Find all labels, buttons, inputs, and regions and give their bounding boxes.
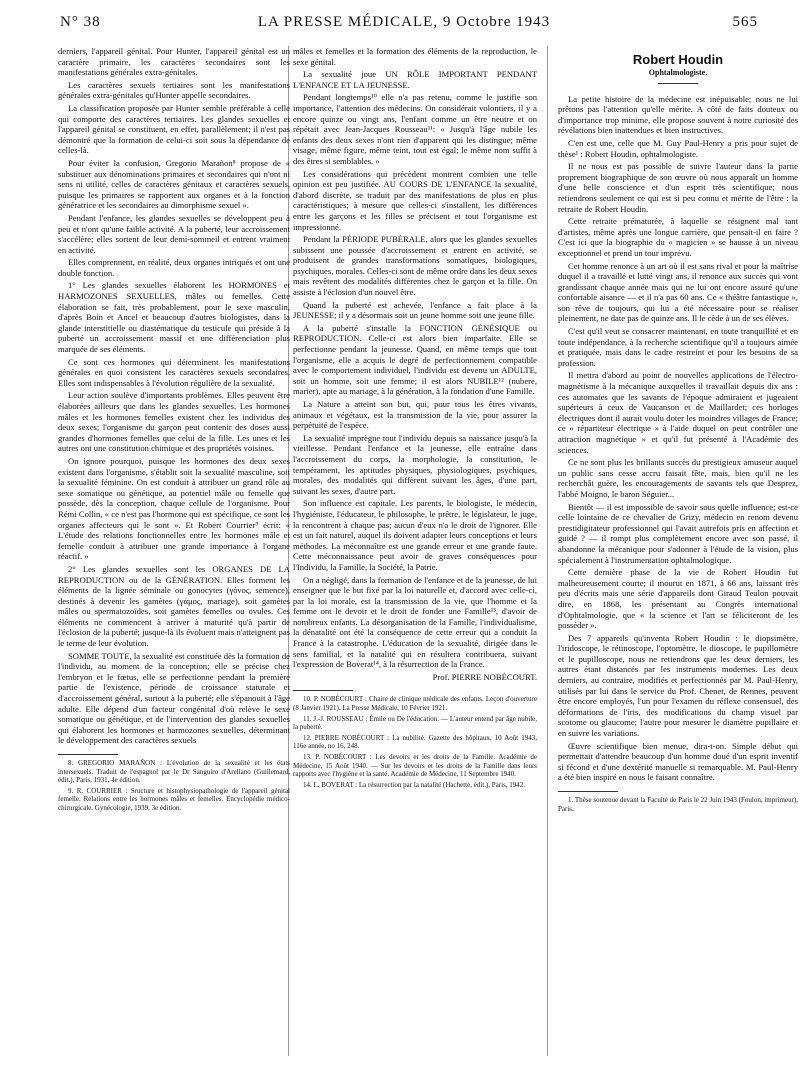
paragraph: mâles et femelles et la formation des éléments de la reproduction, le sexe génital. [293, 46, 537, 67]
paragraph: C'en est une, celle que M. Guy Paul-Henry a pris pour sujet de thèse¹ : Robert Houdin, ophtalmologiste. [558, 137, 798, 159]
paragraph: 2° Les glandes sexuelles sont les ORGANES DE LA REPRODUCTION ou de la GÉNÉRATION. Elles forment les éléments de la lignée séminale ou gonocytes (γόνος, semence), destinés à devenir les gamètes (γάμος, mariage), soit gamètes mâles ou spermatozoïdes, soit gamètes femelles ou ovules. Ces éléments ne commencent à arriver à maturité qu'à partir de l'éclosion de la puberté; jusque-là ils évoluent mais n'atteignent pas le terme de leur évolution. [58, 563, 290, 649]
paragraph: La classification proposée par Hunter semble préférable à celle qui comporte des caractères tertiaires. Les glandes sexuelles et l'appareil génital se constituent, en effet, parallèlement; il n'est pas démontré que la formation de celui-ci soit sous la dépendance de celles-là. [58, 102, 290, 156]
paragraph: Des 7 appareils qu'inventa Robert Houdin : le diopsimètre, l'iridoscope, le rétinoscope, l'optomètre, le dioscope, le pupillomètre et le pupilloscope, nous ne retiendrons que les deux derniers, les autres étant distancés par les instruments modernes. Les deux derniers, au contraire, modifiés et perfectionnés par M. Paul-Henry, utilisés par lui dans le service du Prof. Chenet, de Rennes, peuvent être encore employés, l'un pour l'examen du réflexe consensuel, des déformations de l'iris, des modifications du champ visuel par scotome ou glaucome; l'autre pour mesurer le diamètre pupillaire et en suivre les variations. [558, 632, 798, 739]
footnote-rule [558, 791, 618, 792]
footnote: 10. P. NOBÉCOURT : Chaire de clinique médicale des enfants. Leçon d'ouverture (8 Janvier 1921). La Presse Médicale, 10 Février 1921. [293, 695, 537, 713]
journal-title: LA PRESSE MÉDICALE, 9 Octobre 1943 [257, 14, 551, 30]
paragraph: On ignore pourquoi, puisque les hormones des deux sexes existent dans l'organisme, s'établit soit la sexualité masculine, soit la sexualité féminine. On est conduit à attribuer un grand rôle au sexe somatique ou génétique, au potentiel mâle ou femelle que possède, dès la conception, chaque cellule de l'organisme. Pour Rémi Collin, « ce n'est pas l'hormone qui est spécifique, ce sont les organes affecteurs qui le sont ». Et Robert Courrier⁹ écrit: « L'étude des relations fonctionnelles entre les hormones mâle et femelle conduit à attribuer une grande importance à l'organe réactif. » [58, 455, 290, 562]
page-number: 565 [732, 14, 758, 30]
paragraph: Pour éviter la confusion, Gregorio Marañon⁸ propose de « substituer aux dénominations primaires et secondaires qui n'ont ni sens ni utilité, celles de caractères génitaux et caractères sexuels, puisque les primaires se rapportent aux organes et à la fonction génératrice et les secondaires au dimorphisme sexuel ». [58, 157, 290, 211]
author-signature: Prof. PIERRE NOBÉCOURT. [432, 671, 537, 682]
issue-number: N° 38 [60, 14, 101, 30]
paragraph: Ce ne sont plus les brillants succès du prestigieux amuseur auquel un public sans cesse accru faisait fête, mais, bien qu'il ne les recherchât guère, les encouragements de savants tels que Desprez, l'abbé Moigno, le baron Séguier... [558, 457, 798, 499]
paragraph: Pendant l'enfance, les glandes sexuelles se développent peu à peu et n'ont qu'une faible activité. A la puberté, leur accroissement s'accélère; elles sortent de leur demi-sommeil et entrent vraiment en activité. [58, 212, 290, 255]
paragraph: derniers, l'appareil génital. Pour Hunter, l'appareil génital est un caractère primaire, les caractères secondaires sont les manifestations générales extra-génitales. [58, 46, 290, 78]
article-subtitle: Ophtalmologiste. [648, 68, 708, 77]
paragraph: Œuvre scientifique bien menue, dira-t-on. Simple début qui permettait d'attendre beaucoup d'un homme doué d'un esprit inventif si fécond et d'une dextérité manuelle si remarquable. M. Paul-Henry a été bien inspiré en nous le faisant connaître. [558, 740, 798, 783]
paragraph: Quand la puberté est achevée, l'enfance a fait place à la JEUNESSE; il y a désormais soit un jeune homme soit une jeune fille. [293, 299, 537, 321]
footnote: 11. J.-J. ROUSSEAU : Émile ou De l'éducation. — L'auteur entend par âge nubile, la puberté. [293, 714, 537, 732]
footnote-rule [293, 690, 353, 691]
paragraph: Il mettra d'abord au point de nouvelles applications de l'électro-magnétisme à la mécanique auxquelles il travaillait depuis dix ans : ces automates que les savants de l'époque admiraient et jugeaient supérieurs à ceux de Vaucanson et de Maillardet; ces horloges électriques dont il aurait voulu doter les moindres villages de France; ce « répartiteur électrique » à l'aide duquel on peut contrôler une attraction magnétique » et qu'il fut présenté à l'Académie des sciences. [558, 370, 798, 455]
paragraph: La sexualité imprègne tout l'individu depuis sa naissance jusqu'à la vieillesse. Pendant l'enfance et la jeunesse, elle entraîne dans l'accroissement du corps, la morphologie, la constitution, le tempérament, les aptitudes physiques, physiologiques, psychiques, morales, des modalités qui diffèrent suivant les âges, d'une part, suivant les sexes, d'autre part. [293, 432, 537, 496]
footnote: 8. GREGORIO MARAÑON : L'évolution de la sexualité et les états intersexuels. Traduit de l'espagnol par le Dr Sanguiro d'Arellano (Guillemard, édit.), Paris, 1931, 4e édition. [58, 759, 290, 785]
paragraph: La Nature a atteint son but, qui, pour tous les êtres vivants, animaux et végétaux, est la transmission de la vie, pour assurer la perpétuité de l'espèce. [293, 399, 537, 431]
paragraph: Pendant la PÉRIODE PUBÉRALE, alors que les glandes sexuelles subissent une poussée d'accroissement et entrent en activité, se produisent de grandes transformations somatiques, biologiques, psychiques, morales. Celles-ci sont de même ordre dans les deux sexes mais revêtent des modalités différentes chez le garçon et la fille. On assiste à l'éclosion d'un nouvel être. [293, 234, 537, 298]
footnote: 9. R. COURRIER : Sructure et histophysiopathologie de l'appareil génital femelle. Relations entre les hormones mâles et femelles. Encyclopédie médico-chirurgicale. Gynécologie, 1939, 3e édition. [58, 786, 290, 812]
paragraph: On a négligé, dans la formation de l'enfance et de la jeunesse, de lui enseigner que le but fixé par la loi naturelle et, d'accord avec celle-ci, par la loi morale, est la transmission de la vie, que l'homme et la femme ont le devoir et le droit de fonder une Famille¹³, d'avoir de nombreux enfants. La désorganisation de la Famille, l'individualisme, la dénatalité ont été la conséquence de cette erreur qui a conduit la France à la catastrophe. L'éducation de la sexualité, dirigée dans le sens familial, et la natalité qui en résultera contribuera, suivant l'expression de Boverat¹⁴, à la résurrection de la France. [293, 574, 537, 670]
footnote: 12. PIERRE NOBÉCOURT : La nubilité. Gazette des hôpitaux, 10 Août 1943, 116e année, no 16, 248. [293, 733, 537, 751]
paragraph: Pendant longtemps¹⁰ elle n'a pas retenu, comme le justifie son importance, l'attention des médecins. On considérait volontiers, il y a encore quinze ou vingt ans, l'enfant comme un être neutre et on répétait avec Jean-Jacques Rousseau¹¹: « Jusqu'à l'âge nubile les enfants des deux sexes n'ont rien d'apparent qui les distingue; même visage, même figure, même teint, tout est égal; le même nom suffit à des êtres si semblables. » [293, 92, 537, 166]
footnote: 1. Thèse soutenue devant la Faculté de Paris le 22 Juin 1943 (Foulon, imprimeur), Paris. [558, 796, 798, 813]
paragraph: C'est qu'il veut se consacrer maintenant, en toute tranquillité et en toute indépendance, à la recherche scientifique qu'il a toujours aimée et pratiquée, mais dans le cadre restreint et pour les besoins de sa profession. [558, 326, 798, 368]
paragraph: 1° Les glandes sexuelles élaborent les HORMONES et HARMOZONES SEXUELLES, mâles ou femelles. Cette élaboration se fait, très probablement, pour le sexe masculin, d'après Boin et Ancel et beaucoup d'autres biologistes, dans la glande interstitielle ou diastématique du testicule qui préside à la puberté un accroissement massif et une différenciation plus marquée de ses éléments. [58, 280, 290, 355]
title-rule [658, 83, 698, 84]
page-header [38, 14, 770, 36]
columns [38, 46, 798, 1072]
paragraph: Cette retraite prématurée, à laquelle se résignent mal tant d'artistes, même après une longue carrière, que pensait-il en faire ? C'est ici que la biographie du « magicien » se hausse à un niveau exceptionnel et prend un tour imprévu. [558, 216, 798, 258]
article-title: Robert Houdin [632, 52, 724, 67]
paragraph: Elles comprennent, en réalité, deux organes intriqués et ont une double fonction. [58, 257, 290, 278]
paragraph: Cette dernière phase de la vie de Robert Houdin fut malheureusement courte; il mourut en 1871, à 66 ans, laissant très peu d'écrits mais une série d'appareils dont Giraud Teulon pouvait dire, en 1868, les présentant au Congrès international d'Ophtalmologie, que « la science et l'art se féliciteront de les posséder ». [558, 567, 798, 631]
footnote-rule [58, 754, 118, 755]
paragraph: La sexualité joue UN RÔLE IMPORTANT PENDANT L'ENFANCE ET LA JEUNESSE. [293, 69, 537, 90]
footnote: 14. L. BOVERAT : La résurrection par la natalité (Hachette, édit.), Paris, 1942. [303, 780, 526, 789]
paragraph: Leur action soulève d'importants problèmes. Elles peuvent être élaborées ailleurs que dans les glandes sexuelles. Les hormones mâles et les hormones femelles existent chez les individus des deux sexes; l'organisme du garçon peut contenir des doses aussi grandes d'hormones femelles que celui de la fille. Les unes et les autres ont une constitution chimique et des propriétés voisines. [58, 390, 290, 454]
paragraph: A la puberté s'installe la FONCTION GÉNÉSIQUE ou REPRODUCTION. Celle-ci est alors bien imparfaite. Elle se perfectionne pendant la jeunesse. Quand, en même temps que tout l'organisme, elle a acquis le degré de perfectionnement compatible avec le comportement individuel, l'individu est devenu un ADULTE, soit un homme, soit une femme; il est alors NUBILE¹² (nubere, marier), apte au mariage, à la génération, à la fondation d'une Famille. [293, 322, 537, 397]
column-middle [293, 46, 537, 1072]
paragraph: Ce sont ces hormones qui déterminent les manifestations générales en quoi consistent les caractères sexuels secondaires. Elles sont indispensables à l'évolution régulière de la sexualité. [58, 356, 290, 388]
column-right [558, 46, 798, 1072]
paragraph: Son influence est capitale. Les parents, le biologiste, le médecin, l'hygiéniste, l'éducateur, le philosophe, le prêtre, le législateur, le juge, la rencontrent à chaque pas; aucun d'eux n'a le droit de l'ignorer. Elle est un fait naturel, auquel ils doivent adapter leurs conceptions et leurs méthodes. La méconnaître est une grande erreur et une grande faute. Cette méconnaissance peut avoir de graves conséquences pour l'Individu, la Famille, la Société, la Patrie. [293, 498, 537, 572]
footnote: 13. P. NOBÉCOURT : Les devoirs et les droits de la Famille. Académie de Médecine, 15 Août 1940. — Sur les devoirs et les droits de la Famille dans leurs rapports avec l'hygiène et la santé. Académie de Médecine, 11 Septembre 1940. [293, 753, 537, 779]
column-left [58, 46, 290, 1072]
paragraph: Cet homme renonce à un art où il est sans rival et pour la maîtrise duquel il a travaillé et lutté vingt ans, il renonce aux succès qui vont grandissant chaque année mais qui ne lui ont encore assuré qu'une confortable aisance — et il n'a pas 60 ans. Ce « théâtre fantastique », son rêve de toujours, qui lui a été nécessaire pour se réaliser pleinement, ne date pas de quinze ans. Il le cède à un de ses élèves. [558, 260, 798, 324]
paragraph: Bientôt — il est impossible de savoir sous quelle influence; est-ce celle lointaine de ce chevalier de Grizy, médecin en renom devenu prestidigitateur professionnel qui l'avait autrefois pris en affection et guidé ? — il rompt plus complètement encore avec son passé, il abandonne la mécanique pour s'adonner à l'étude de la vision, plus spécialement à l'instrumentation ophtalmologique. [558, 501, 798, 565]
paragraph: Les considérations qui précèdent montrent combien une telle opinion est peu justifiée. AU COURS DE L'ENFANCE la sexualité, d'abord discrète, se traduit par des manifestations de plus en plus caractéristiques; à mesure que celles-ci s'installent, les différences entre les garçons et les filles se précisent et tout l'organisme est impressionné. [293, 168, 537, 232]
paragraph: La petite histoire de la médecine est inépuisable; nous ne lui prêtons pas l'attention qu'elle mérite. A côté de faits douteux ou d'importance trop minime, elle propose souvent à notre curiosité des révélations bien inattendues et bien instructives. [558, 93, 798, 136]
paragraph: Il ne nous est pas possible de suivre l'auteur dans la partie proprement biographique de son œuvre où nous apparaît un homme d'une belle conscience et d'un esprit très scientifique; nous retiendrons seulement ce qui est si peu connu et mérite de l'être : la retraite de Robert Houdin. [558, 161, 798, 214]
paragraph: SOMME TOUTE, la sexualité est constituée dès la formation de l'individu, au moment de la conception; elle se précise chez l'embryon et le fœtus, elle se perfectionne pendant la première partie de l'existence, période de croissance staturale et d'accroissement général, surtout à la puberté; elle s'épanouit à l'âge adulte. Elle dépend d'un facteur congénital d'où relève le sexe somatique ou génétique, et de l'intervention des glandes sexuelles qui élaborent les hormones et harmozones sexuelles, déterminant le développement des caractères sexuels [58, 650, 290, 746]
paragraph: Les caractères sexuels tertiaires sont les manifestations générales extra-génitales qu'Hunter appelle secondaires. [58, 79, 290, 101]
